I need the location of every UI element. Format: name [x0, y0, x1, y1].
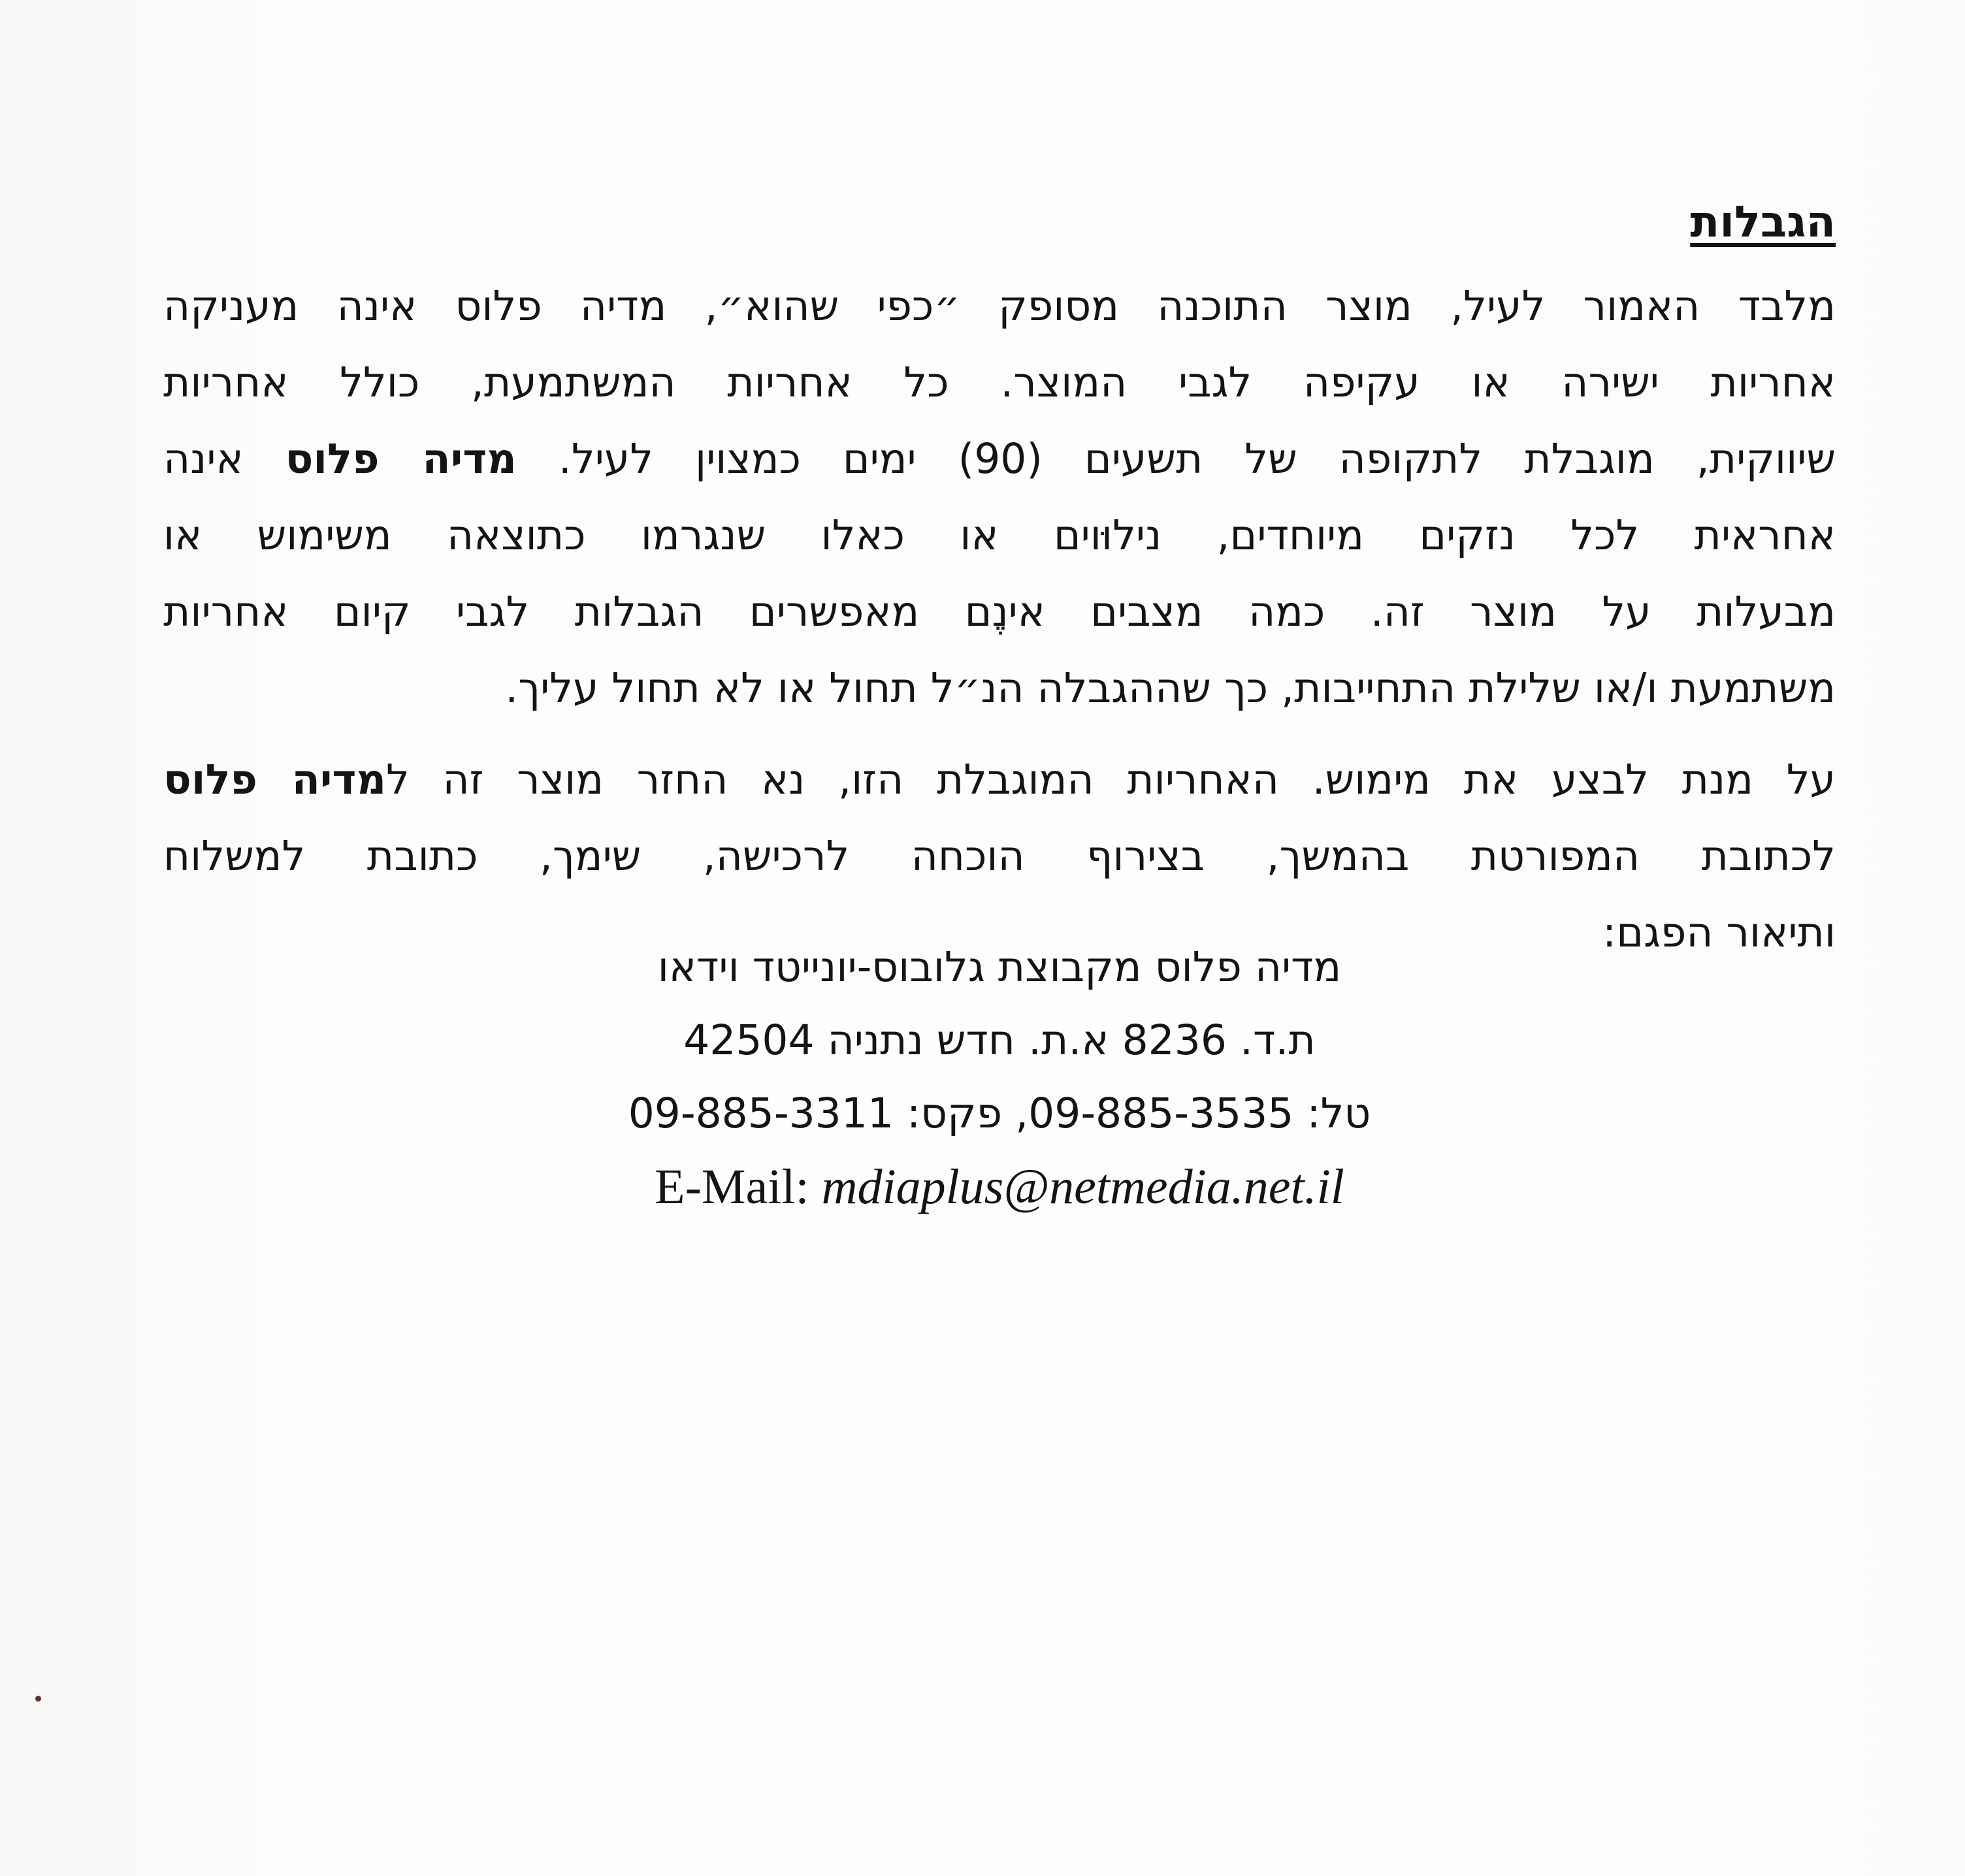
email-address: mdiaplus@netmedia.net.il [821, 1159, 1344, 1214]
email-label: E-Mail: [655, 1159, 809, 1214]
paragraph-line: מלבד האמור לעיל, מוצר התוכנה מסופק ״כפי שהוא״, מדיה פלוס אינה מעניקה [163, 282, 1836, 330]
paragraph-line: אחריות ישירה או עקיפה לגבי המוצר. כל אחריות המשתמעת, כולל אחריות [163, 359, 1836, 406]
contact-address-block [163, 931, 1836, 1223]
paragraph-line: אחראית לכל נזקים מיוחדים, נילוּוים או כאלו שנגרמו כתוצאה משימוש או [163, 511, 1836, 559]
limitations-paragraph [163, 268, 1836, 726]
paper-speck [35, 1696, 41, 1702]
paragraph-line: משתמעת ו/או שלילת התחייבות, כך שההגבלה הנ״ל תחול או לא תחול עליך. [505, 664, 1836, 712]
line-text: על מנת לבצע את מימוש. האחריות המוגבלת הזו, נא החזר מוצר זה ל [386, 756, 1836, 803]
paragraph-line [163, 421, 1836, 497]
line-text: אינה [163, 435, 285, 483]
phone-fax-line: טל: 09-885-3535, פקס: 09-885-3311 [628, 1090, 1371, 1137]
company-name-bold: מדיה פלוס [285, 435, 517, 483]
paragraph-line [163, 741, 1836, 818]
email-line [163, 1150, 1836, 1223]
po-box-line: ת.ד. 8236 א.ת. חדש נתניה 42504 [683, 1016, 1316, 1064]
section-heading: הגבלות [1690, 197, 1836, 247]
paragraph-line: לכתובת המפורטת בהמשך, בצירוף הוכחה לרכישה, שימך, כתובת למשלוח [163, 832, 1836, 880]
company-name-bold: מדיה פלוס [163, 756, 387, 803]
company-line: מדיה פלוס מקבוצת גלובוס-יונייטד וידאו [657, 943, 1342, 991]
paragraph-line: ותיאור הפגם: [1602, 909, 1836, 956]
paragraph-line: מבעלות על מוצר זה. כמה מצבים אינֶם מאפשרים הגבלות לגבי קיום אחריות [163, 588, 1836, 636]
line-text: שיווקית, מוגבלת לתקופה של תשעים (90) ימים כמצוין לעיל. [516, 435, 1836, 483]
